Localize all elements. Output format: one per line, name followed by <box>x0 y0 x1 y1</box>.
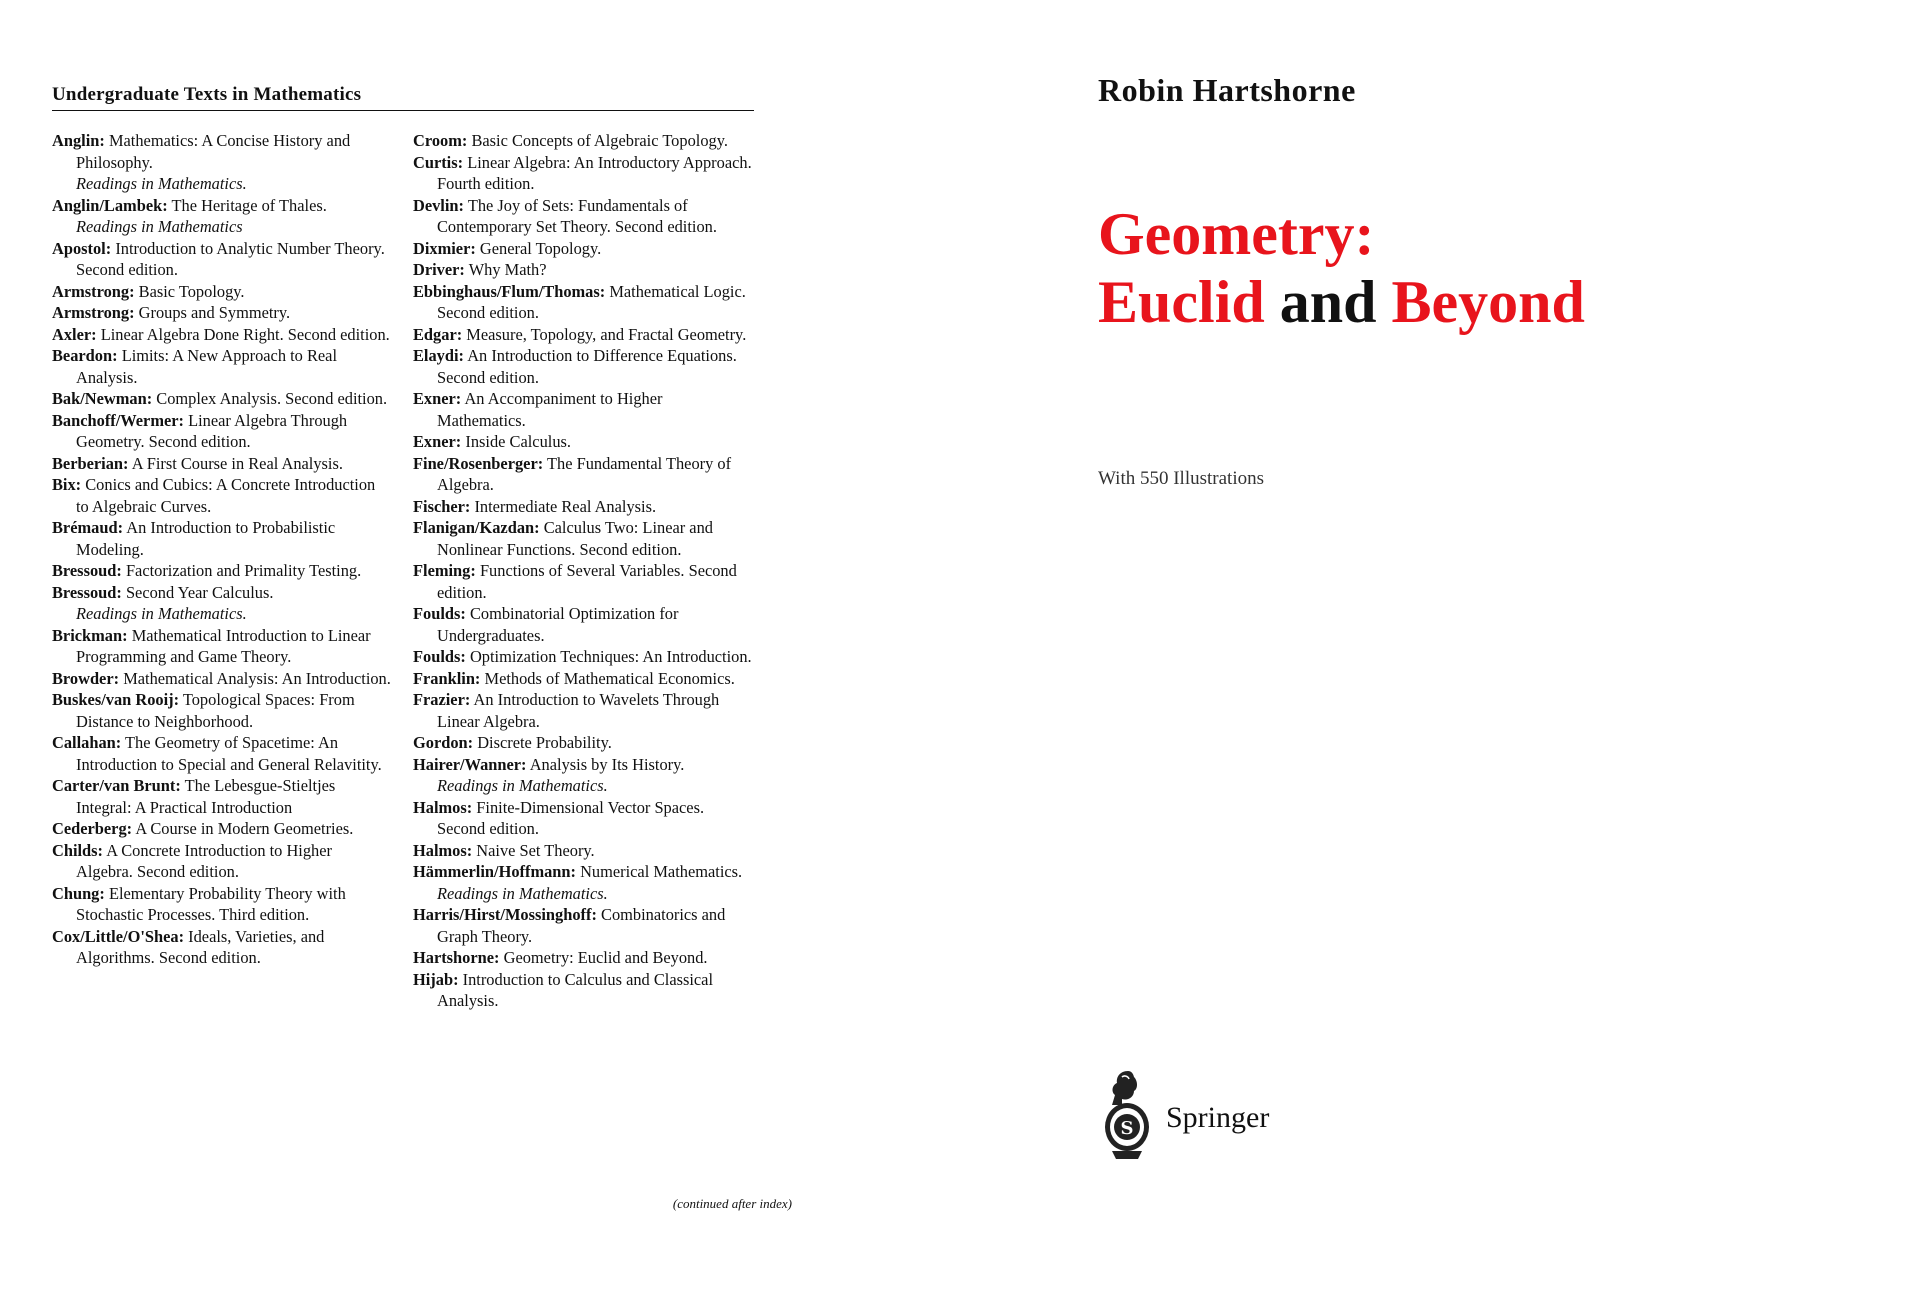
series-entry <box>52 453 392 475</box>
series-entry <box>413 195 753 238</box>
svg-text:S: S <box>1120 1118 1134 1139</box>
series-entry-title: Linear Algebra Done Right. Second edition. <box>100 324 390 344</box>
series-entry <box>413 840 753 862</box>
series-entry-title: An Accompaniment to Higher Mathematics. <box>437 389 663 430</box>
series-entry-title: Ideals, Varieties, and Algorithms. Second edition. <box>76 926 325 967</box>
series-entry-title: Mathematics: A Concise History and Philosophy. <box>76 131 351 172</box>
series-entry <box>413 130 753 152</box>
series-entry-author: Dixmier: <box>413 238 476 258</box>
series-entry-title: Mathematical Introduction to Linear Programming and Game Theory. <box>76 625 371 666</box>
series-entry-author: Halmos: <box>413 840 473 860</box>
series-entry <box>413 797 753 840</box>
series-entry-author: Hijab: <box>413 969 459 989</box>
title-euclid: Euclid <box>1098 269 1265 335</box>
publisher-name: Springer <box>1166 1101 1270 1134</box>
series-entry-author: Hartshorne: <box>413 948 500 967</box>
series-entry-author: Edgar: <box>413 324 463 344</box>
series-entry-note: Readings in Mathematics <box>76 217 243 236</box>
series-entry <box>52 345 392 388</box>
series-entry-author: Bressoud: <box>52 582 122 602</box>
series-entry-title: Groups and Symmetry. <box>138 303 291 322</box>
series-entry-title: General Topology. <box>479 238 602 258</box>
series-entry <box>413 152 753 195</box>
series-entry-title: Analysis by Its History. <box>529 754 685 774</box>
series-entry <box>413 259 753 281</box>
series-entry <box>52 474 392 517</box>
series-entry-author: Cederberg: <box>52 819 133 838</box>
series-entry <box>413 238 753 260</box>
series-entry-author: Gordon: <box>413 733 474 752</box>
series-entry <box>413 603 753 646</box>
series-entry-title: Basic Concepts of Algebraic Topology. <box>471 131 728 150</box>
series-entry <box>413 345 753 388</box>
series-entry-title: A Concrete Introduction to Higher Algebra. Second edition. <box>76 840 332 881</box>
series-entry-title: The Lebesgue-Stieltjes Integral: A Practical Introduction <box>76 776 336 817</box>
series-entry <box>413 861 753 904</box>
series-entry <box>413 324 753 346</box>
series-entry-title: Optimization Techniques: An Introduction. <box>469 647 752 666</box>
series-entry-title: Combinatorics and Graph Theory. <box>437 905 726 946</box>
series-entry-author: Ebbinghaus/Flum/Thomas: <box>413 281 606 301</box>
series-entry <box>52 517 392 560</box>
series-entry-author: Bressoud: <box>52 561 122 580</box>
series-entry-title: Numerical Mathematics. <box>580 862 743 881</box>
series-entry-author: Cox/Little/O'Shea: <box>52 926 185 946</box>
series-entry <box>413 904 753 947</box>
series-entry <box>413 689 753 732</box>
series-entry-author: Exner: <box>413 389 462 408</box>
series-entry-author: Childs: <box>52 840 104 860</box>
series-entry-author: Foulds: <box>413 647 466 666</box>
series-entry <box>52 388 392 410</box>
series-entry-author: Hairer/Wanner: <box>413 754 527 774</box>
title-beyond: Beyond <box>1391 269 1585 335</box>
series-entry-title: Second Year Calculus. <box>125 582 274 602</box>
series-header: Undergraduate Texts in Mathematics <box>52 84 754 111</box>
series-entry-note: Readings in Mathematics. <box>76 174 247 193</box>
series-entry-author: Croom: <box>413 131 468 150</box>
series-entry-title: An Introduction to Probabilistic Modeling. <box>76 518 336 559</box>
series-entry <box>413 668 753 690</box>
series-entry-title: The Joy of Sets: Fundamentals of Contemporary Set Theory. Second edition. <box>437 195 717 236</box>
illustrations-note: With 550 Illustrations <box>1098 468 1264 489</box>
series-entry <box>413 388 753 431</box>
series-entry <box>52 840 392 883</box>
series-entry-title: Conics and Cubics: A Concrete Introduction to Algebraic Curves. <box>76 475 376 516</box>
series-entry-author: Banchoff/Wermer: <box>52 410 184 430</box>
series-entry-author: Armstrong: <box>52 303 135 322</box>
series-entry-title: A Course in Modern Geometries. <box>135 819 354 838</box>
title-page <box>1098 60 1878 1280</box>
series-entry-author: Beardon: <box>52 346 118 365</box>
series-entry-author: Brickman: <box>52 625 128 645</box>
series-entry-author: Harris/Hirst/Mossinghoff: <box>413 905 597 924</box>
series-entry-title: Measure, Topology, and Fractal Geometry. <box>466 324 747 344</box>
series-entry-title: An Introduction to Wavelets Through Linear Algebra. <box>437 690 720 731</box>
series-entry <box>52 324 392 346</box>
series-entry-title: Inside Calculus. <box>465 432 571 451</box>
publisher-block <box>1098 1065 1398 1165</box>
series-entry <box>413 754 753 797</box>
series-entry <box>52 818 392 840</box>
series-entry-author: Anglin/Lambek: <box>52 195 168 215</box>
series-entry <box>52 625 392 668</box>
continued-note: (continued after index) <box>672 1196 792 1211</box>
series-entry <box>413 517 753 560</box>
series-entry-author: Fleming: <box>413 561 476 580</box>
series-entry-author: Bix: <box>52 475 82 494</box>
series-entry-author: Franklin: <box>413 668 481 688</box>
series-entry-author: Carter/van Brunt: <box>52 776 181 795</box>
series-entry <box>52 195 392 238</box>
series-entry-author: Exner: <box>413 432 462 451</box>
book-author: Robin Hartshorne <box>1098 72 1356 108</box>
series-entry-author: Foulds: <box>413 604 466 623</box>
title-line-1: Geometry: <box>1098 201 1375 267</box>
series-entry <box>52 410 392 453</box>
series-entry-author: Hämmerlin/Hoffmann: <box>413 862 576 881</box>
series-entry-author: Callahan: <box>52 733 122 752</box>
series-entry <box>413 496 753 518</box>
series-entry <box>413 560 753 603</box>
series-entry-author: Bak/Newman: <box>52 389 153 408</box>
springer-knight-logo-icon <box>1098 1065 1156 1165</box>
series-entry-title: Discrete Probability. <box>477 733 612 752</box>
series-entry-author: Brémaud: <box>52 518 124 537</box>
series-entry-title: The Fundamental Theory of Algebra. <box>437 453 732 494</box>
series-entry-title: Topological Spaces: From Distance to Neighborhood. <box>76 690 355 731</box>
series-entry-title: Linear Algebra: An Introductory Approach. Fourth edition. <box>437 152 752 193</box>
series-entry-author: Fine/Rosenberger: <box>413 453 544 473</box>
series-entry <box>413 453 753 496</box>
series-entry <box>413 431 753 453</box>
series-entry-author: Chung: <box>52 883 105 903</box>
series-entry-title: The Heritage of Thales. <box>171 195 327 215</box>
series-entry-note: Readings in Mathematics. <box>76 604 247 623</box>
series-entry <box>413 281 753 324</box>
series-entry-title: Basic Topology. <box>138 281 245 301</box>
series-entry <box>52 281 392 303</box>
series-entry-author: Devlin: <box>413 195 464 215</box>
series-entry-title: Methods of Mathematical Economics. <box>484 668 735 688</box>
series-entry-title: Complex Analysis. Second edition. <box>156 389 388 408</box>
series-entry <box>413 646 753 668</box>
series-entry-author: Buskes/van Rooij: <box>52 690 180 709</box>
series-entry-title: Geometry: Euclid and Beyond. <box>503 948 708 967</box>
series-entry-author: Browder: <box>52 668 120 688</box>
series-entry-title: Factorization and Primality Testing. <box>125 561 362 580</box>
series-entry-author: Elaydi: <box>413 346 465 365</box>
series-entry-author: Driver: <box>413 260 465 279</box>
series-entry-title: Naive Set Theory. <box>476 840 595 860</box>
series-entry <box>52 560 392 582</box>
series-entry-title: Linear Algebra Through Geometry. Second edition. <box>76 410 348 451</box>
series-entry-title: An Introduction to Difference Equations. Second edition. <box>437 346 737 387</box>
series-entry-title: The Geometry of Spacetime: An Introduction to Special and General Relavitity. <box>76 733 382 774</box>
title-and: and <box>1264 269 1392 335</box>
series-entry-note: Readings in Mathematics. <box>437 883 608 903</box>
series-entry-title: Introduction to Calculus and Classical Analysis. <box>437 969 714 1010</box>
series-entry-author: Frazier: <box>413 690 471 709</box>
series-entry <box>413 969 753 1012</box>
series-entry-title: A First Course in Real Analysis. <box>131 453 343 473</box>
series-entry <box>52 883 392 926</box>
series-entry <box>413 732 753 754</box>
series-entry <box>52 926 392 969</box>
series-entry <box>413 947 753 969</box>
series-column-1 <box>52 130 392 969</box>
series-entry-author: Curtis: <box>413 152 464 172</box>
series-entry-title: Introduction to Analytic Number Theory. Second edition. <box>76 238 385 279</box>
series-entry-author: Axler: <box>52 324 97 344</box>
series-entry <box>52 689 392 732</box>
series-entry <box>52 582 392 625</box>
series-entry-title: Finite-Dimensional Vector Spaces. Second edition. <box>437 797 705 838</box>
series-entry-title: Why Math? <box>468 260 547 279</box>
series-entry-author: Berberian: <box>52 453 129 473</box>
series-entry-author: Anglin: <box>52 131 105 150</box>
series-entry-title: Limits: A New Approach to Real Analysis. <box>76 346 338 387</box>
series-entry <box>52 668 392 690</box>
series-entry-author: Flanigan/Kazdan: <box>413 518 540 537</box>
series-column-2 <box>413 130 753 1012</box>
series-entry <box>52 302 392 324</box>
series-entry-note: Readings in Mathematics. <box>437 776 608 795</box>
series-entry-title: Intermediate Real Analysis. <box>474 496 657 516</box>
series-entry-title: Mathematical Analysis: An Introduction. <box>123 668 391 688</box>
series-entry-author: Fischer: <box>413 496 471 516</box>
series-entry-title: Combinatorial Optimization for Undergraduates. <box>437 604 679 645</box>
series-list-page <box>52 84 792 1284</box>
series-entry-title: Elementary Probability Theory with Stochastic Processes. Third edition. <box>76 883 346 924</box>
series-entry-author: Armstrong: <box>52 281 135 301</box>
series-entry-title: Calculus Two: Linear and Nonlinear Functions. Second edition. <box>437 518 713 559</box>
series-entry <box>52 130 392 195</box>
series-entry-author: Apostol: <box>52 238 112 258</box>
series-entry-title: Mathematical Logic. Second edition. <box>437 281 746 322</box>
series-entry <box>52 732 392 775</box>
book-title <box>1098 200 1585 336</box>
series-entry <box>52 775 392 818</box>
series-entry-title: Functions of Several Variables. Second edition. <box>437 561 737 602</box>
series-entry-author: Halmos: <box>413 797 473 817</box>
series-entry <box>52 238 392 281</box>
